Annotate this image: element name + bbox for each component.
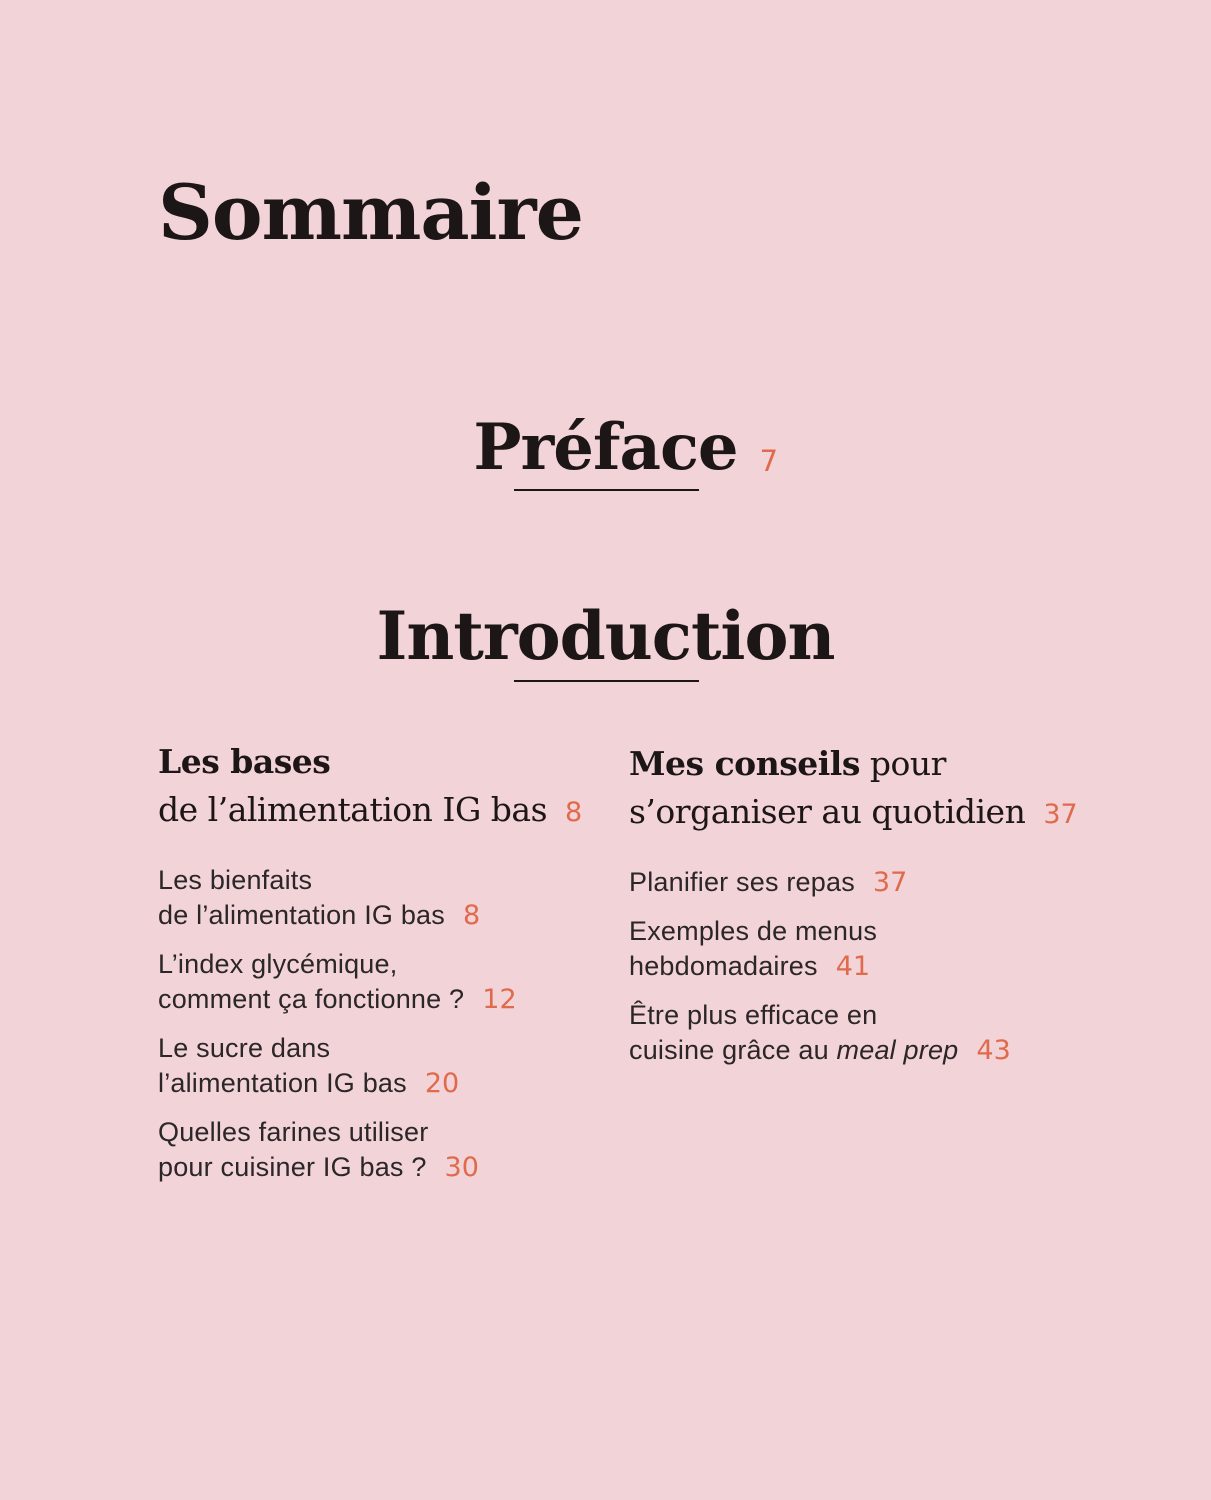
toc-entry-page-number: 8: [462, 900, 481, 931]
preface-divider: [514, 489, 699, 491]
toc-entry[interactable]: [629, 914, 1149, 984]
right-heading-mid: pour: [859, 744, 946, 783]
toc-entry-line: Le sucre dans: [158, 1033, 331, 1063]
toc-entry-line: Quelles farines utiliser: [158, 1117, 429, 1147]
right-heading-strong: Mes conseils: [629, 744, 860, 783]
preface-heading-text: Préface: [473, 410, 738, 485]
left-column-heading[interactable]: [158, 738, 628, 837]
toc-entry-page-number: 20: [424, 1068, 460, 1099]
toc-entry-page-number: 30: [444, 1152, 479, 1183]
toc-right-column: [629, 740, 1149, 1082]
toc-entry-line: Être plus efficace en: [629, 1000, 878, 1030]
toc-entry-page-number: 37: [872, 867, 908, 898]
toc-entry[interactable]: [629, 865, 1149, 900]
toc-entry[interactable]: [629, 998, 1149, 1068]
toc-entry-line: Exemples de menus: [629, 916, 878, 946]
introduction-heading[interactable]: [376, 597, 835, 675]
toc-entry[interactable]: [158, 1031, 628, 1101]
introduction-heading-text: Introduction: [376, 597, 835, 675]
toc-entry[interactable]: [158, 947, 628, 1017]
left-heading-page-number: 8: [565, 797, 583, 828]
preface-heading[interactable]: [473, 410, 779, 485]
toc-entry-line: Les bienfaits: [158, 865, 313, 895]
introduction-divider: [514, 680, 699, 682]
toc-left-column: [158, 738, 628, 1199]
toc-entry-line: cuisine grâce au: [629, 1035, 837, 1065]
toc-entry-page-number: 43: [976, 1035, 1011, 1066]
toc-entry-line: L’index glycémique,: [158, 949, 398, 979]
right-heading-page-number: 37: [1043, 799, 1078, 830]
preface-page-number: 7: [759, 444, 779, 478]
toc-entry-line: Planifier ses repas: [629, 867, 855, 897]
toc-entry-page-number: 41: [835, 951, 871, 982]
page-title: Sommaire: [158, 168, 583, 257]
right-heading-rest: s’organiser au quotidien: [629, 792, 1026, 831]
toc-entry-line: pour cuisiner IG bas ?: [158, 1152, 427, 1182]
preface-section: [0, 410, 1211, 485]
right-column-heading[interactable]: [629, 740, 1149, 839]
left-heading-strong: Les bases: [158, 742, 331, 781]
toc-entry-line: de l’alimentation IG bas: [158, 900, 445, 930]
toc-entry[interactable]: [158, 1115, 628, 1185]
left-heading-rest: de l’alimentation IG bas: [158, 790, 548, 829]
toc-entry-line: hebdomadaires: [629, 951, 818, 981]
toc-entry-line: l’alimentation IG bas: [158, 1068, 407, 1098]
toc-entry-line: comment ça fonctionne ?: [158, 984, 465, 1014]
introduction-section: [0, 597, 1211, 675]
toc-entry-page-number: 12: [482, 984, 517, 1015]
toc-entry[interactable]: [158, 863, 628, 933]
toc-entry-emphasis: meal prep: [836, 1035, 959, 1065]
